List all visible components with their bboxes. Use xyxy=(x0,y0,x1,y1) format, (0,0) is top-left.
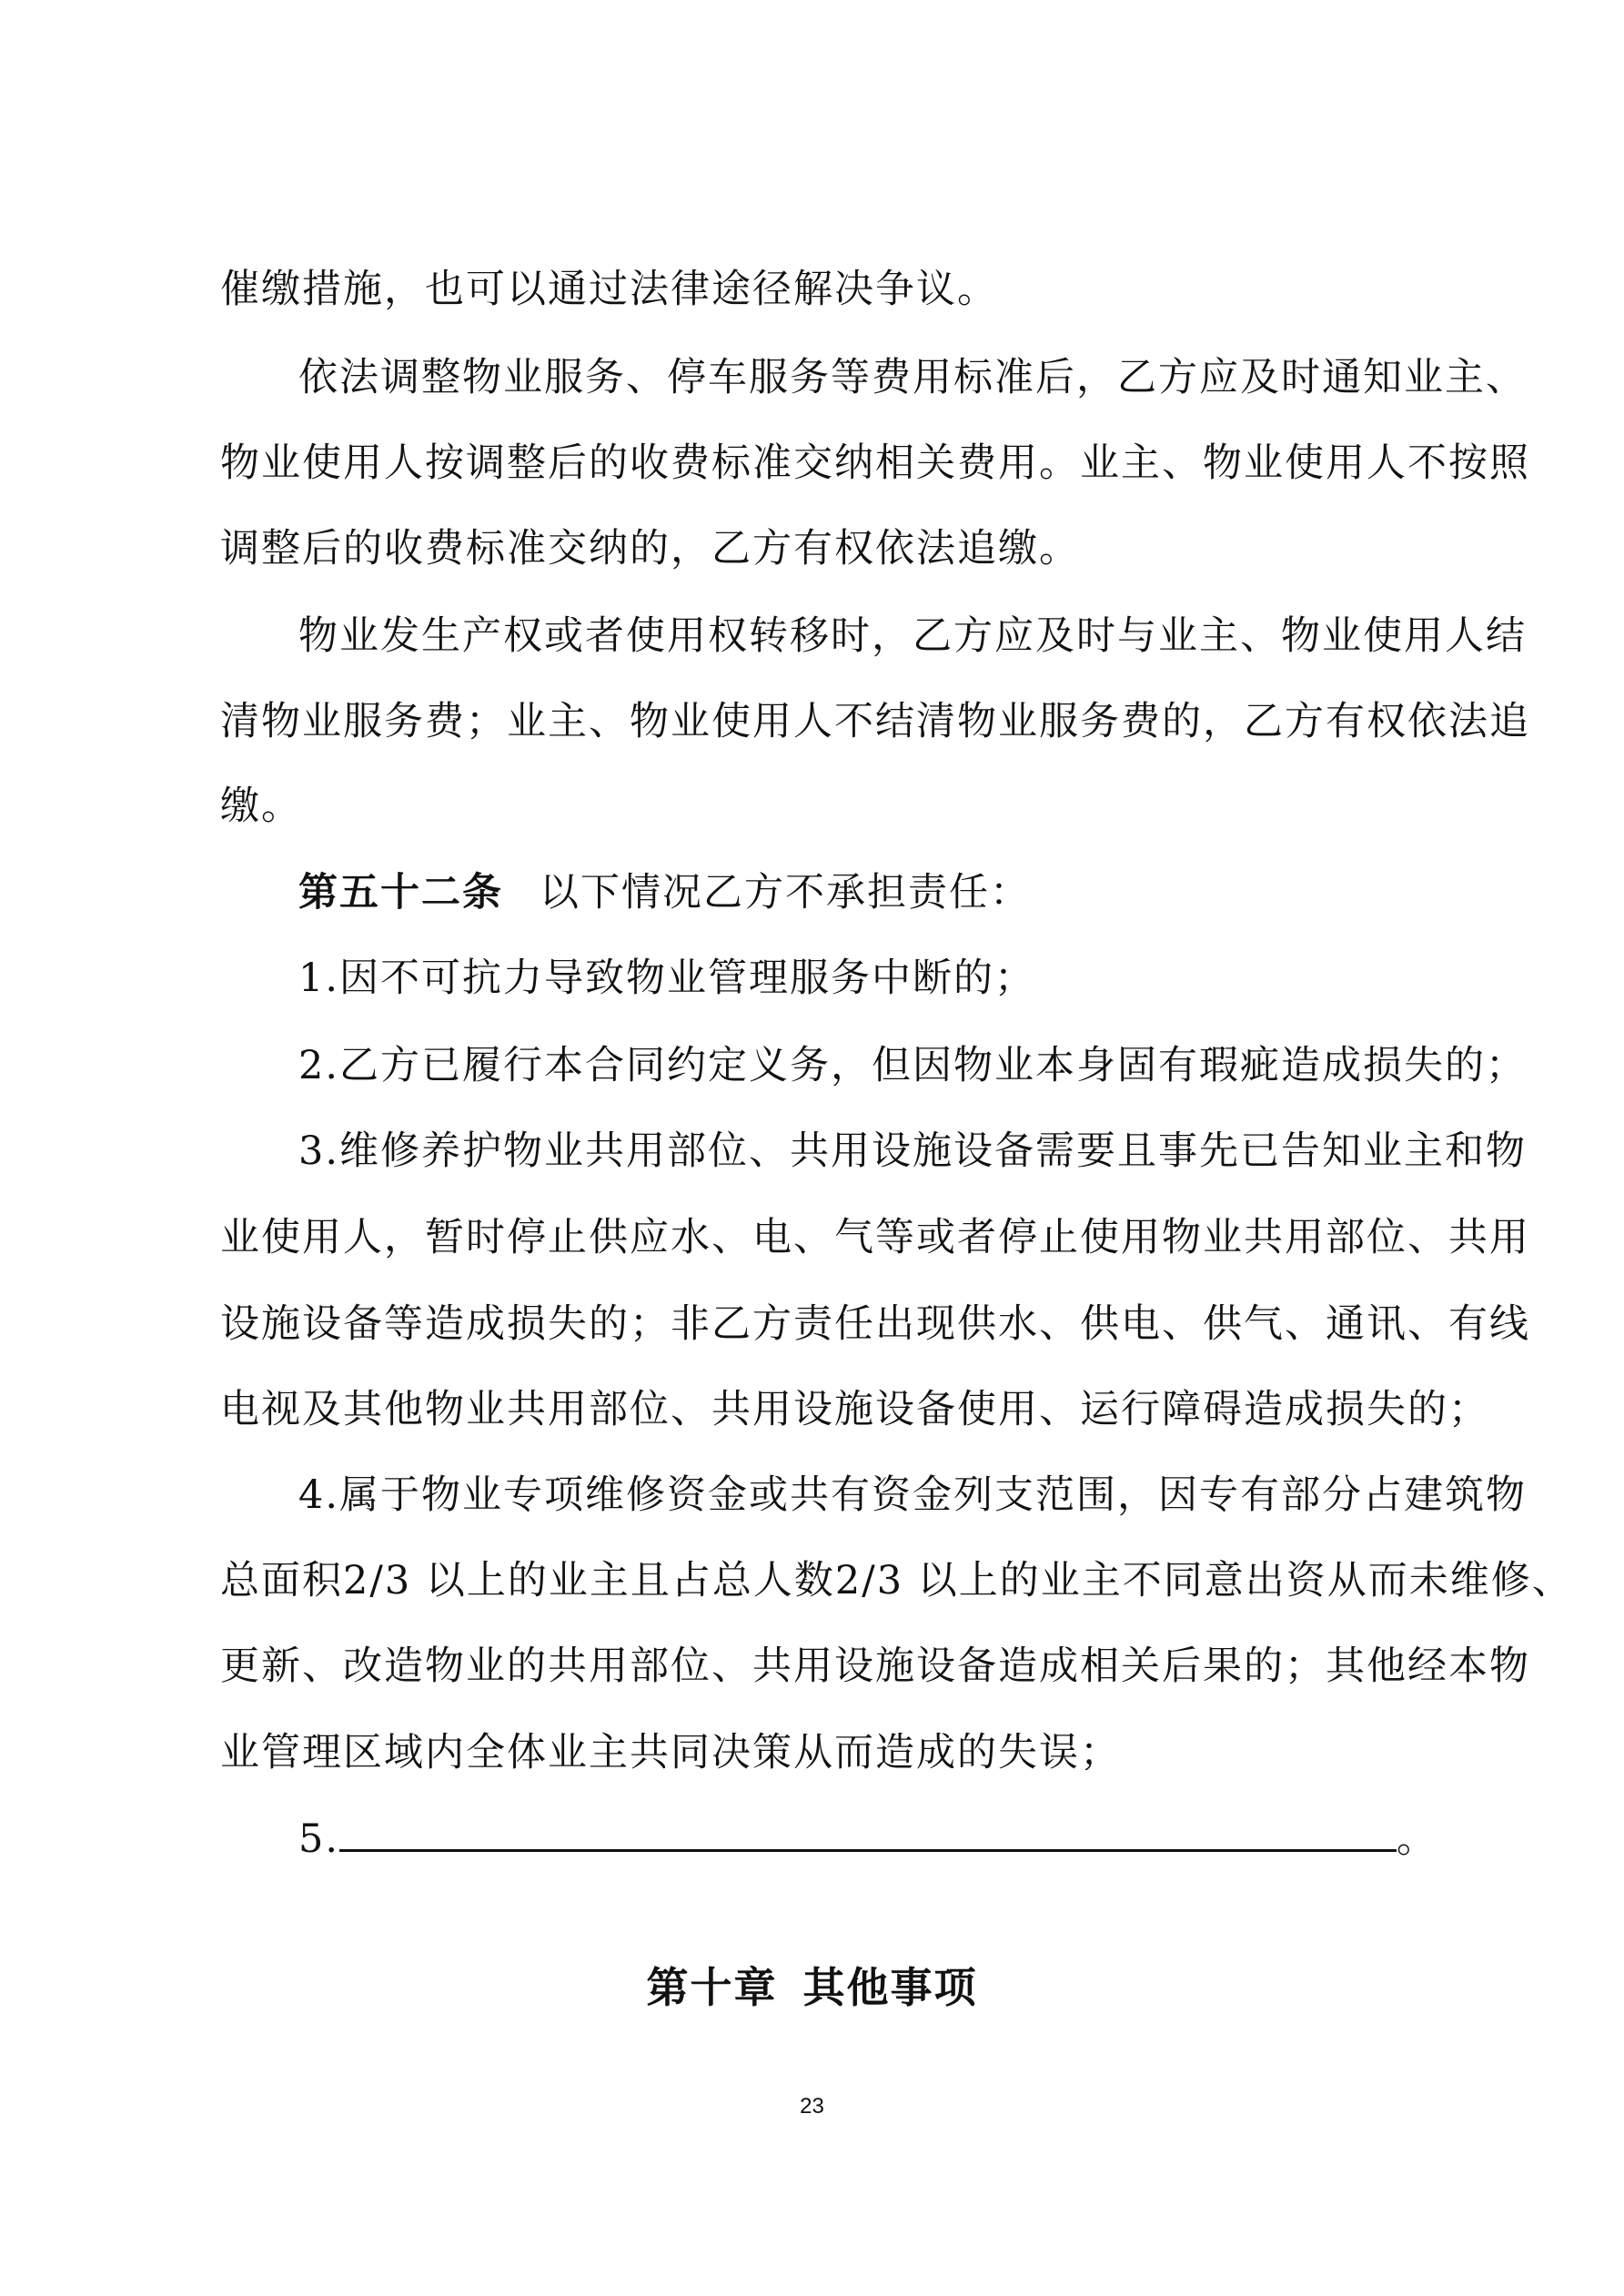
fill-in-item xyxy=(298,1812,1437,1866)
list-item-continued: 设施设备等造成损失的；非乙方责任出现供水、供电、供气、通讯、有线 xyxy=(220,1301,1530,1347)
list-item-continued: 更新、改造物业的共用部位、共用设施设备造成相关后果的；其他经本物 xyxy=(220,1644,1530,1689)
paragraph-line: 物业使用人按调整后的收费标准交纳相关费用。业主、物业使用人不按照 xyxy=(220,440,1530,486)
list-item: 1.因不可抗力导致物业管理服务中断的； xyxy=(298,956,1036,1001)
chapter-number: 第十章 xyxy=(646,1963,778,2012)
paragraph-line: 清物业服务费；业主、物业使用人不结清物业服务费的，乙方有权依法追 xyxy=(220,699,1530,744)
chapter-heading xyxy=(0,1958,1624,2017)
list-item-continued: 总面积2/3 以上的业主且占总人数2/3 以上的业主不同意出资从而未维修、 xyxy=(220,1558,1573,1603)
paragraph-line: 调整后的收费标准交纳的，乙方有权依法追缴。 xyxy=(220,526,1080,571)
list-item-continued: 电视及其他物业共用部位、共用设施设备使用、运行障碍造成损失的； xyxy=(220,1387,1489,1432)
fill-in-blank[interactable] xyxy=(339,1813,1397,1852)
article-heading-text: 以下情况乙方不承担责任： xyxy=(540,870,1031,915)
paragraph-line: 依法调整物业服务、停车服务等费用标准后，乙方应及时通知业主、 xyxy=(298,355,1527,400)
paragraph-line: 缴。 xyxy=(220,784,302,829)
article-number: 第五十二条 xyxy=(298,870,503,915)
fill-in-number: 5. xyxy=(298,1816,340,1862)
paragraph-line: 催缴措施，也可以通过法律途径解决争议。 xyxy=(220,267,998,312)
chapter-title: 其他事项 xyxy=(802,1963,978,2012)
list-item: 3.维修养护物业共用部位、共用设施设备需要且事先已告知业主和物 xyxy=(298,1128,1528,1174)
list-item: 4.属于物业专项维修资金或共有资金列支范围，因专有部分占建筑物 xyxy=(298,1472,1528,1518)
list-item-continued: 业使用人，暂时停止供应水、电、气等或者停止使用物业共用部位、共用 xyxy=(220,1215,1530,1260)
paragraph-line: 物业发生产权或者使用权转移时，乙方应及时与业主、物业使用人结 xyxy=(298,613,1527,659)
page-number: 23 xyxy=(800,2094,824,2119)
list-item: 2.乙方已履行本合同约定义务，但因物业本身固有瑕疵造成损失的； xyxy=(298,1043,1528,1088)
fill-in-period: 。 xyxy=(1397,1816,1438,1862)
article-heading xyxy=(298,865,1031,920)
list-item-continued: 业管理区域内全体业主共同决策从而造成的失误； xyxy=(220,1730,1121,1775)
